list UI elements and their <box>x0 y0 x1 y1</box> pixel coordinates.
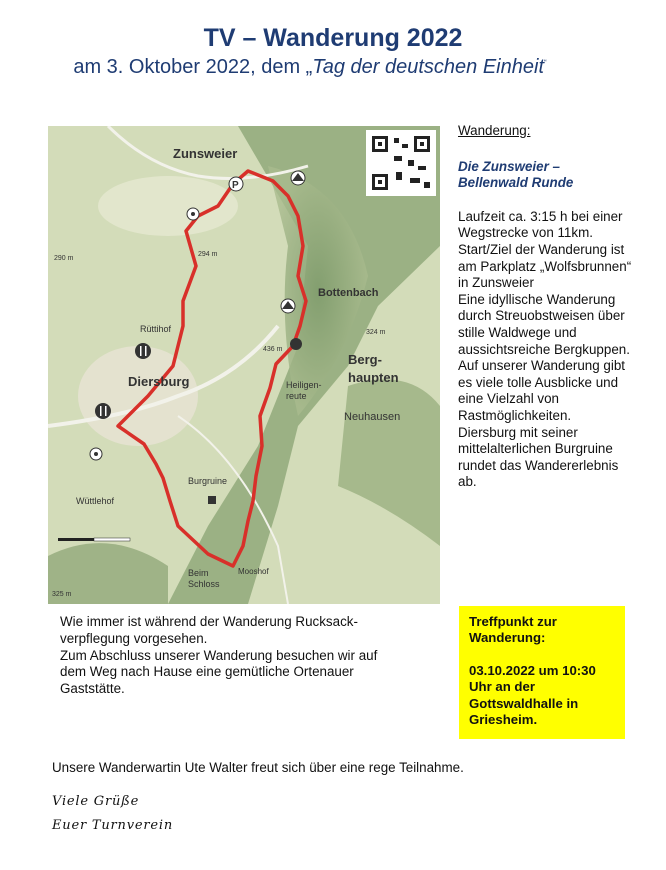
map-label-wuttlehof: Wüttlehof <box>76 496 115 506</box>
shelter-icon <box>281 299 295 313</box>
hike-heading: Wanderung: <box>458 123 531 138</box>
map-label-beim-schloss: Beim Schloss <box>188 568 220 589</box>
viewpoint-icon <box>90 448 102 460</box>
map-label-elevation: 294 m <box>198 251 218 258</box>
meeting-details: 03.10.2022 um 10:30 Uhr an der Gottswaldhalle in Griesheim. <box>469 662 596 728</box>
meeting-point-box <box>459 606 625 739</box>
map-label-elevation: 436 m <box>263 346 283 353</box>
hike-info-panel <box>458 123 638 491</box>
signature: Euer Turnverein <box>52 818 174 833</box>
restaurant-icon <box>95 403 111 419</box>
viewpoint-icon <box>187 208 199 220</box>
meeting-heading: Treffpunkt zur Wanderung: <box>469 614 557 646</box>
map-label-heiligenreute: Heiligen-reute <box>286 380 322 401</box>
parking-marker <box>229 177 243 191</box>
map-label-neuhausen: Neuhausen <box>344 411 401 423</box>
map-label-elevation: 290 m <box>54 255 74 262</box>
route-map-graphic <box>48 126 440 604</box>
route-name: Die Zunsweier – Bellenwald Runde <box>458 158 574 191</box>
map-label-zunsweier: Zunsweier <box>173 146 238 161</box>
map-label-burgruine: Burgruine <box>188 476 228 486</box>
restaurant-icon <box>135 343 151 359</box>
scale-bar <box>58 538 130 541</box>
map-label-elevation: 325 m <box>52 591 72 598</box>
subtitle-quote: “ <box>544 58 547 68</box>
route-map <box>48 126 440 604</box>
page-subtitle <box>0 56 620 79</box>
map-label-mooshof: Mooshof <box>238 567 269 576</box>
greeting: Viele Grüße <box>52 794 140 809</box>
subtitle-prefix: am 3. Oktober 2022, dem „ <box>73 56 313 78</box>
qr-code <box>366 130 436 196</box>
provisions-note: Wie immer ist während der Wanderung Rucksack-verpflegung vorgesehen. Zum Abschluss unserer Wanderung besuchen wir auf dem Weg nach Hause eine gemütliche Ortenauer Gaststätte. <box>60 614 378 697</box>
map-label-diersburg: Diersburg <box>128 374 190 389</box>
map-label-elevation: 324 m <box>366 329 386 336</box>
hike-description: Laufzeit ca. 3:15 h bei einer Wegstrecke von 11km. Start/Ziel der Wanderung ist am Parkplatz „Wolfsbrunnen“ in Zunsweier Eine idyllische Wanderung durch Streuobstweisen über stille Waldwege und aussichtsreiche Bergkuppen. Auf unserer Wanderung gibt es viele tolle Ausblicke und eine Vielzahl von Rastmöglichkeiten. Diersburg mit seiner mittelalterlichen Burgruine rundet das Wandererlebnis ab. <box>458 208 632 490</box>
map-label-bottenbach: Bottenbach <box>318 287 379 299</box>
map-label-berghaupten: Berg-haupten <box>348 352 399 385</box>
page-title: TV – Wanderung 2022 <box>203 24 463 52</box>
sun-icon <box>290 338 302 350</box>
shelter-icon <box>291 171 305 185</box>
footer-text: Unsere Wanderwartin Ute Walter freut sich über eine rege Teilnahme. <box>52 760 464 775</box>
subtitle-holiday: Tag der deutschen Einheit <box>312 56 544 78</box>
svg-text:P: P <box>232 180 239 191</box>
castle-icon <box>208 496 216 504</box>
map-label-ruttihof: Rüttihof <box>140 324 172 334</box>
